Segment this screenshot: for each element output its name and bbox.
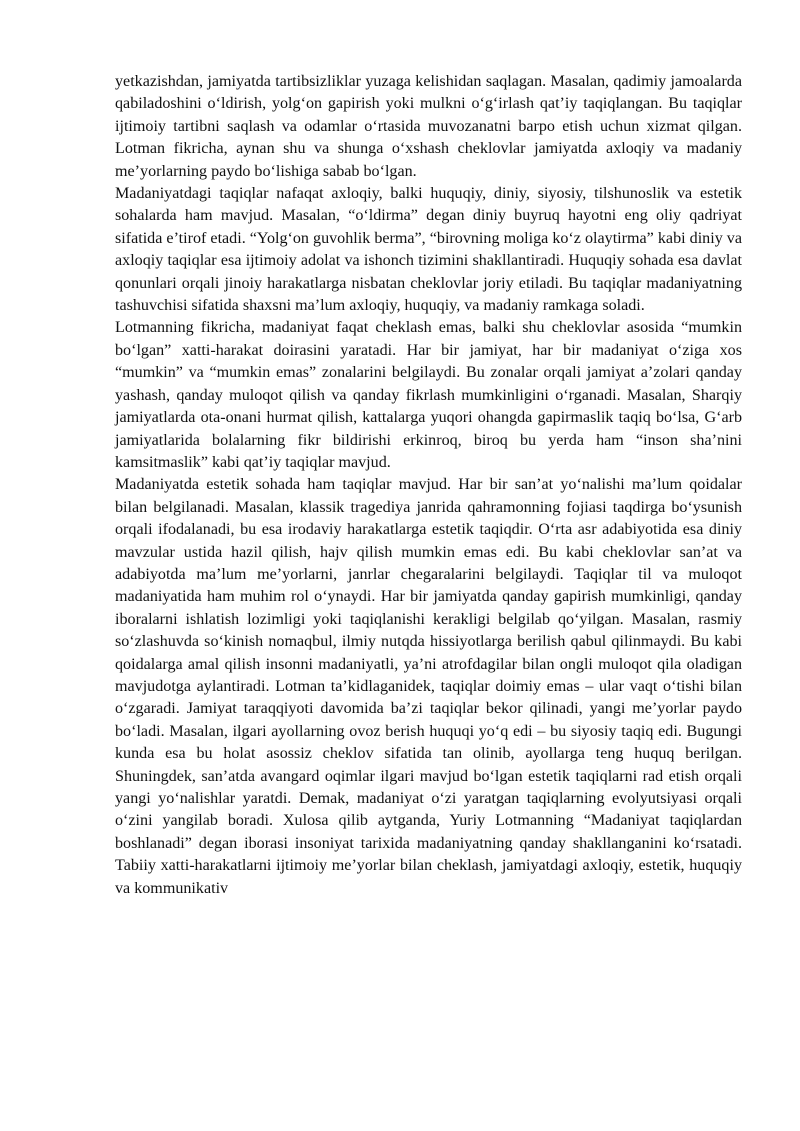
paragraph-1: yetkazishdan, jamiyatda tartibsizliklar yuzaga kelishidan saqlagan. Masalan, qadimiy jamoalarda qabiladoshini o‘ldirish, yolg‘on gapirish yoki mulkni o‘g‘irlash qat’iy taqiqlangan. Bu taqiqlar ijtimoiy tartibni saqlash va odamlar o‘rtasida muvozanatni barpo etish uchun xizmat qilgan. Lotman fikricha, aynan shu va shunga o‘xshash cheklovlar jamiyatda axloqiy va madaniy me’yorlarning paydo bo‘lishiga sabab bo‘lgan. <box>115 73 742 180</box>
paragraph-4: Madaniyatda estetik sohada ham taqiqlar mavjud. Har bir san’at yo‘nalishi ma’lum qoidalar bilan belgilanadi. Masalan, klassik tragediya janrida qahramonning fojiasi taqdirga bo‘ysunish orqali ifodalanadi, bu esa irodaviy harakatlarga estetik taqiqdir. O‘rta asr adabiyotida esa diniy mavzular ustida hazil qilish, hajv qilish mumkin emas edi. Bu kabi cheklovlar san’at va adabiyotda ma’lum me’yorlarni, janrlar chegaralarini belgilaydi. Taqiqlar til va muloqot madaniyatida ham muhim rol o‘ynaydi. Har bir jamiyatda qanday gapirish mumkinligi, qanday iboralarni ishlatish lozimligi yoki taqiqlanishi kerakligi belgilab qo‘yilgan. Masalan, rasmiy so‘zlashuvda so‘kinish nomaqbul, ilmiy nutqda hissiyotlarga berilish qabul qilinmaydi. Bu kabi qoidalarga amal qilish insonni madaniyatli, ya’ni atrofdagilar bilan ongli muloqot qila oladigan mavjudotga aylantiradi. Lotman ta’kidlaganidek, taqiqlar doimiy emas – ular vaqt o‘tishi bilan o‘zgaradi. Jamiyat taraqqiyoti davomida ba’zi taqiqlar bekor qilinadi, yangi me’yorlar paydo bo‘ladi. Masalan, ilgari ayollarning ovoz berish huquqi yo‘q edi – bu siyosiy taqiq edi. Bugungi kunda esa bu holat asossiz cheklov sifatida tan olinib, ayollarga teng huquq berilgan. Shuningdek, san’atda avangard oqimlar ilgari mavjud bo‘lgan estetik taqiqlarni rad etish orqali yangi yo‘nalishlar yaratdi. Demak, madaniyat o‘zi yaratgan taqiqlarning evolyutsiyasi orqali o‘zini yangilab boradi. Xulosa qilib aytganda, Yuriy Lotmanning “Madaniyat taqiqlardan boshlanadi” degan iborasi insoniyat tarixida madaniyatning qanday shakllanganini ko‘rsatadi. Tabiiy xatti-harakatlarni ijtimoiy me’yorlar bilan cheklash, jamiyatdagi axloqiy, estetik, huquqiy va kommunikativ <box>115 476 742 897</box>
paragraph-3: Lotmanning fikricha, madaniyat faqat cheklash emas, balki shu cheklovlar asosida “mumkin bo‘lgan” xatti-harakat doirasini yaratadi. Har bir jamiyat, har bir madaniyat o‘ziga xos “mumkin” va “mumkin emas” zonalarini belgilaydi. Bu zonalar orqali jamiyat a’zolari qanday yashash, qanday muloqot qilish va qanday fikrlash mumkinligini o‘rganadi. Masalan, Sharqiy jamiyatlarda ota-onani hurmat qilish, kattalarga yuqori ohangda gapirmaslik taqiq bo‘lsa, G‘arb jamiyatlarida bolalarning fikr bildirishi erkinroq, biroq bu yerda ham “inson sha’nini kamsitmaslik” kabi qat’iy taqiqlar mavjud. <box>115 319 742 471</box>
paragraph-2: Madaniyatdagi taqiqlar nafaqat axloqiy, balki huquqiy, diniy, siyosiy, tilshunoslik va estetik sohalarda ham mavjud. Masalan, “o‘ldirma” degan diniy buyruq hayotni eng oliy qadriyat sifatida e’tirof etadi. “Yolg‘on guvohlik berma”, “birovning moliga ko‘z olaytirma” kabi diniy va axloqiy taqiqlar esa ijtimoiy adolat va ishonch tizimini shakllantiradi. Huquqiy sohada esa davlat qonunlari orqali jinoiy harakatlarga nisbatan cheklovlar joriy etiladi. Bu taqiqlar madaniyatning tashuvchisi sifatida shaxsni ma’lum axloqiy, huquqiy, va madaniy ramkaga soladi. <box>115 185 742 315</box>
document-page <box>115 71 742 900</box>
